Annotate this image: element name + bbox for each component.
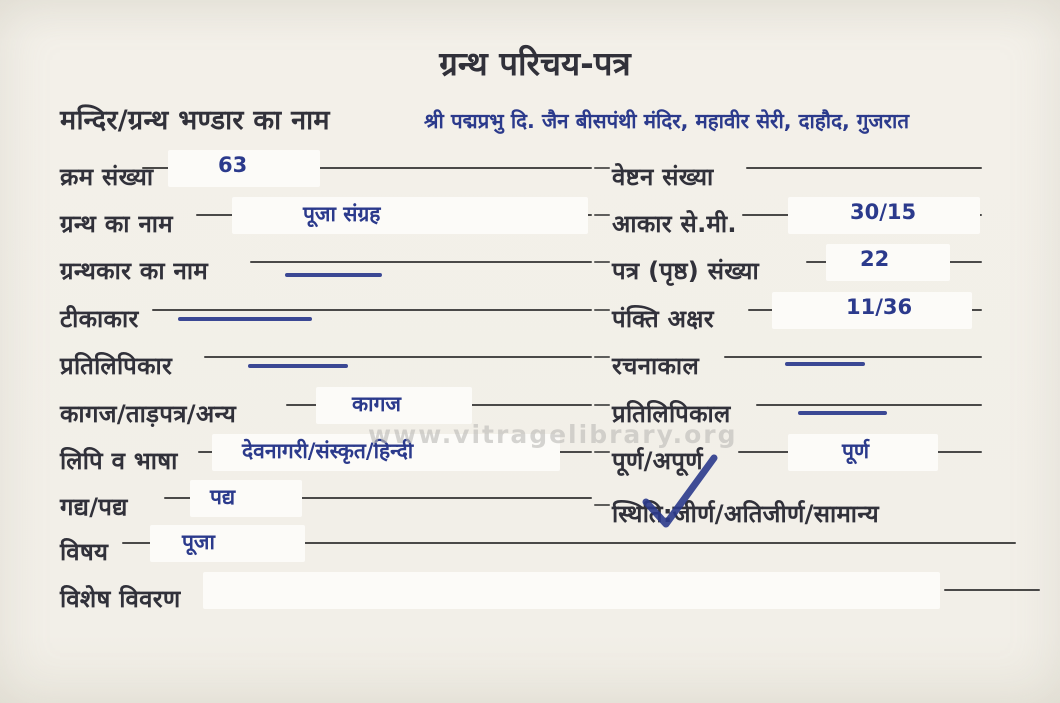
field-value: 30/15 <box>850 200 917 224</box>
field-label: प्रतिलिपिकाल <box>612 400 731 428</box>
white-patch <box>150 525 305 562</box>
field-label: क्रम संख्या <box>60 163 154 191</box>
tick-mark <box>594 309 610 311</box>
watermark: www.vitragelibrary.org <box>368 420 738 449</box>
tick-mark <box>594 451 610 453</box>
field-label: प्रतिलिपिकार <box>60 352 173 380</box>
field-label: विषय <box>60 538 109 566</box>
field-value: पूजा संग्रह <box>303 202 381 226</box>
field-label: रचनाकाल <box>612 352 700 380</box>
field-value: देवनागरी/संस्कृत/हिन्दी <box>242 439 414 463</box>
field-rule <box>756 404 982 406</box>
field-value: कागज <box>352 392 401 416</box>
field-label: ग्रन्थ का नाम <box>60 210 173 238</box>
field-value: 11/36 <box>846 295 913 319</box>
tick-mark <box>594 504 610 506</box>
blank-dash <box>785 362 865 366</box>
field-rule <box>152 309 592 311</box>
tick-mark <box>594 167 610 169</box>
field-label: पूर्ण/अपूर्ण <box>612 447 703 475</box>
field-value: पूर्ण <box>842 439 870 463</box>
blank-dash <box>178 317 312 321</box>
field-label: स्थिति:जीर्ण/अतिजीर्ण/सामान्य <box>612 500 879 528</box>
field-label: पत्र (पृष्ठ) संख्या <box>612 257 759 285</box>
field-value: पूजा <box>182 530 215 554</box>
field-label: वेष्टन संख्या <box>612 163 714 191</box>
white-patch <box>232 197 588 234</box>
check-icon <box>638 452 722 532</box>
field-label: गद्य/पद्य <box>60 493 128 521</box>
field-label: कागज/ताड़पत्र/अन्य <box>60 400 237 428</box>
field-value: 22 <box>860 247 890 271</box>
field-rule <box>204 356 592 358</box>
field-value: 63 <box>218 153 248 177</box>
field-label: टीकाकार <box>60 305 139 333</box>
repository-name-label: मन्दिर/ग्रन्थ भण्डार का नाम <box>60 105 330 136</box>
tick-mark <box>594 214 610 216</box>
field-rule <box>250 261 592 263</box>
tick-mark <box>594 356 610 358</box>
tick-mark <box>594 261 610 263</box>
field-rule <box>944 589 1040 591</box>
blank-dash <box>248 364 348 368</box>
blank-dash <box>285 273 382 277</box>
blank-dash <box>798 411 887 415</box>
field-label: लिपि व भाषा <box>60 447 178 475</box>
tick-mark <box>594 404 610 406</box>
field-label: आकार से.मी. <box>612 210 737 238</box>
field-rule <box>746 167 982 169</box>
field-label: विशेष विवरण <box>60 585 181 613</box>
white-patch <box>190 480 302 517</box>
field-rule <box>724 356 982 358</box>
field-label: ग्रन्थकार का नाम <box>60 257 208 285</box>
field-value: पद्य <box>210 485 236 509</box>
repository-name-value: श्री पद्मप्रभु दि. जैन बीसपंथी मंदिर, महावीर सेरी, दाहौद, गुजरात <box>424 109 910 133</box>
field-label: पंक्ति अक्षर <box>612 305 714 333</box>
document-title: ग्रन्थ परिचय-पत्र <box>439 44 631 83</box>
white-patch <box>203 572 940 609</box>
